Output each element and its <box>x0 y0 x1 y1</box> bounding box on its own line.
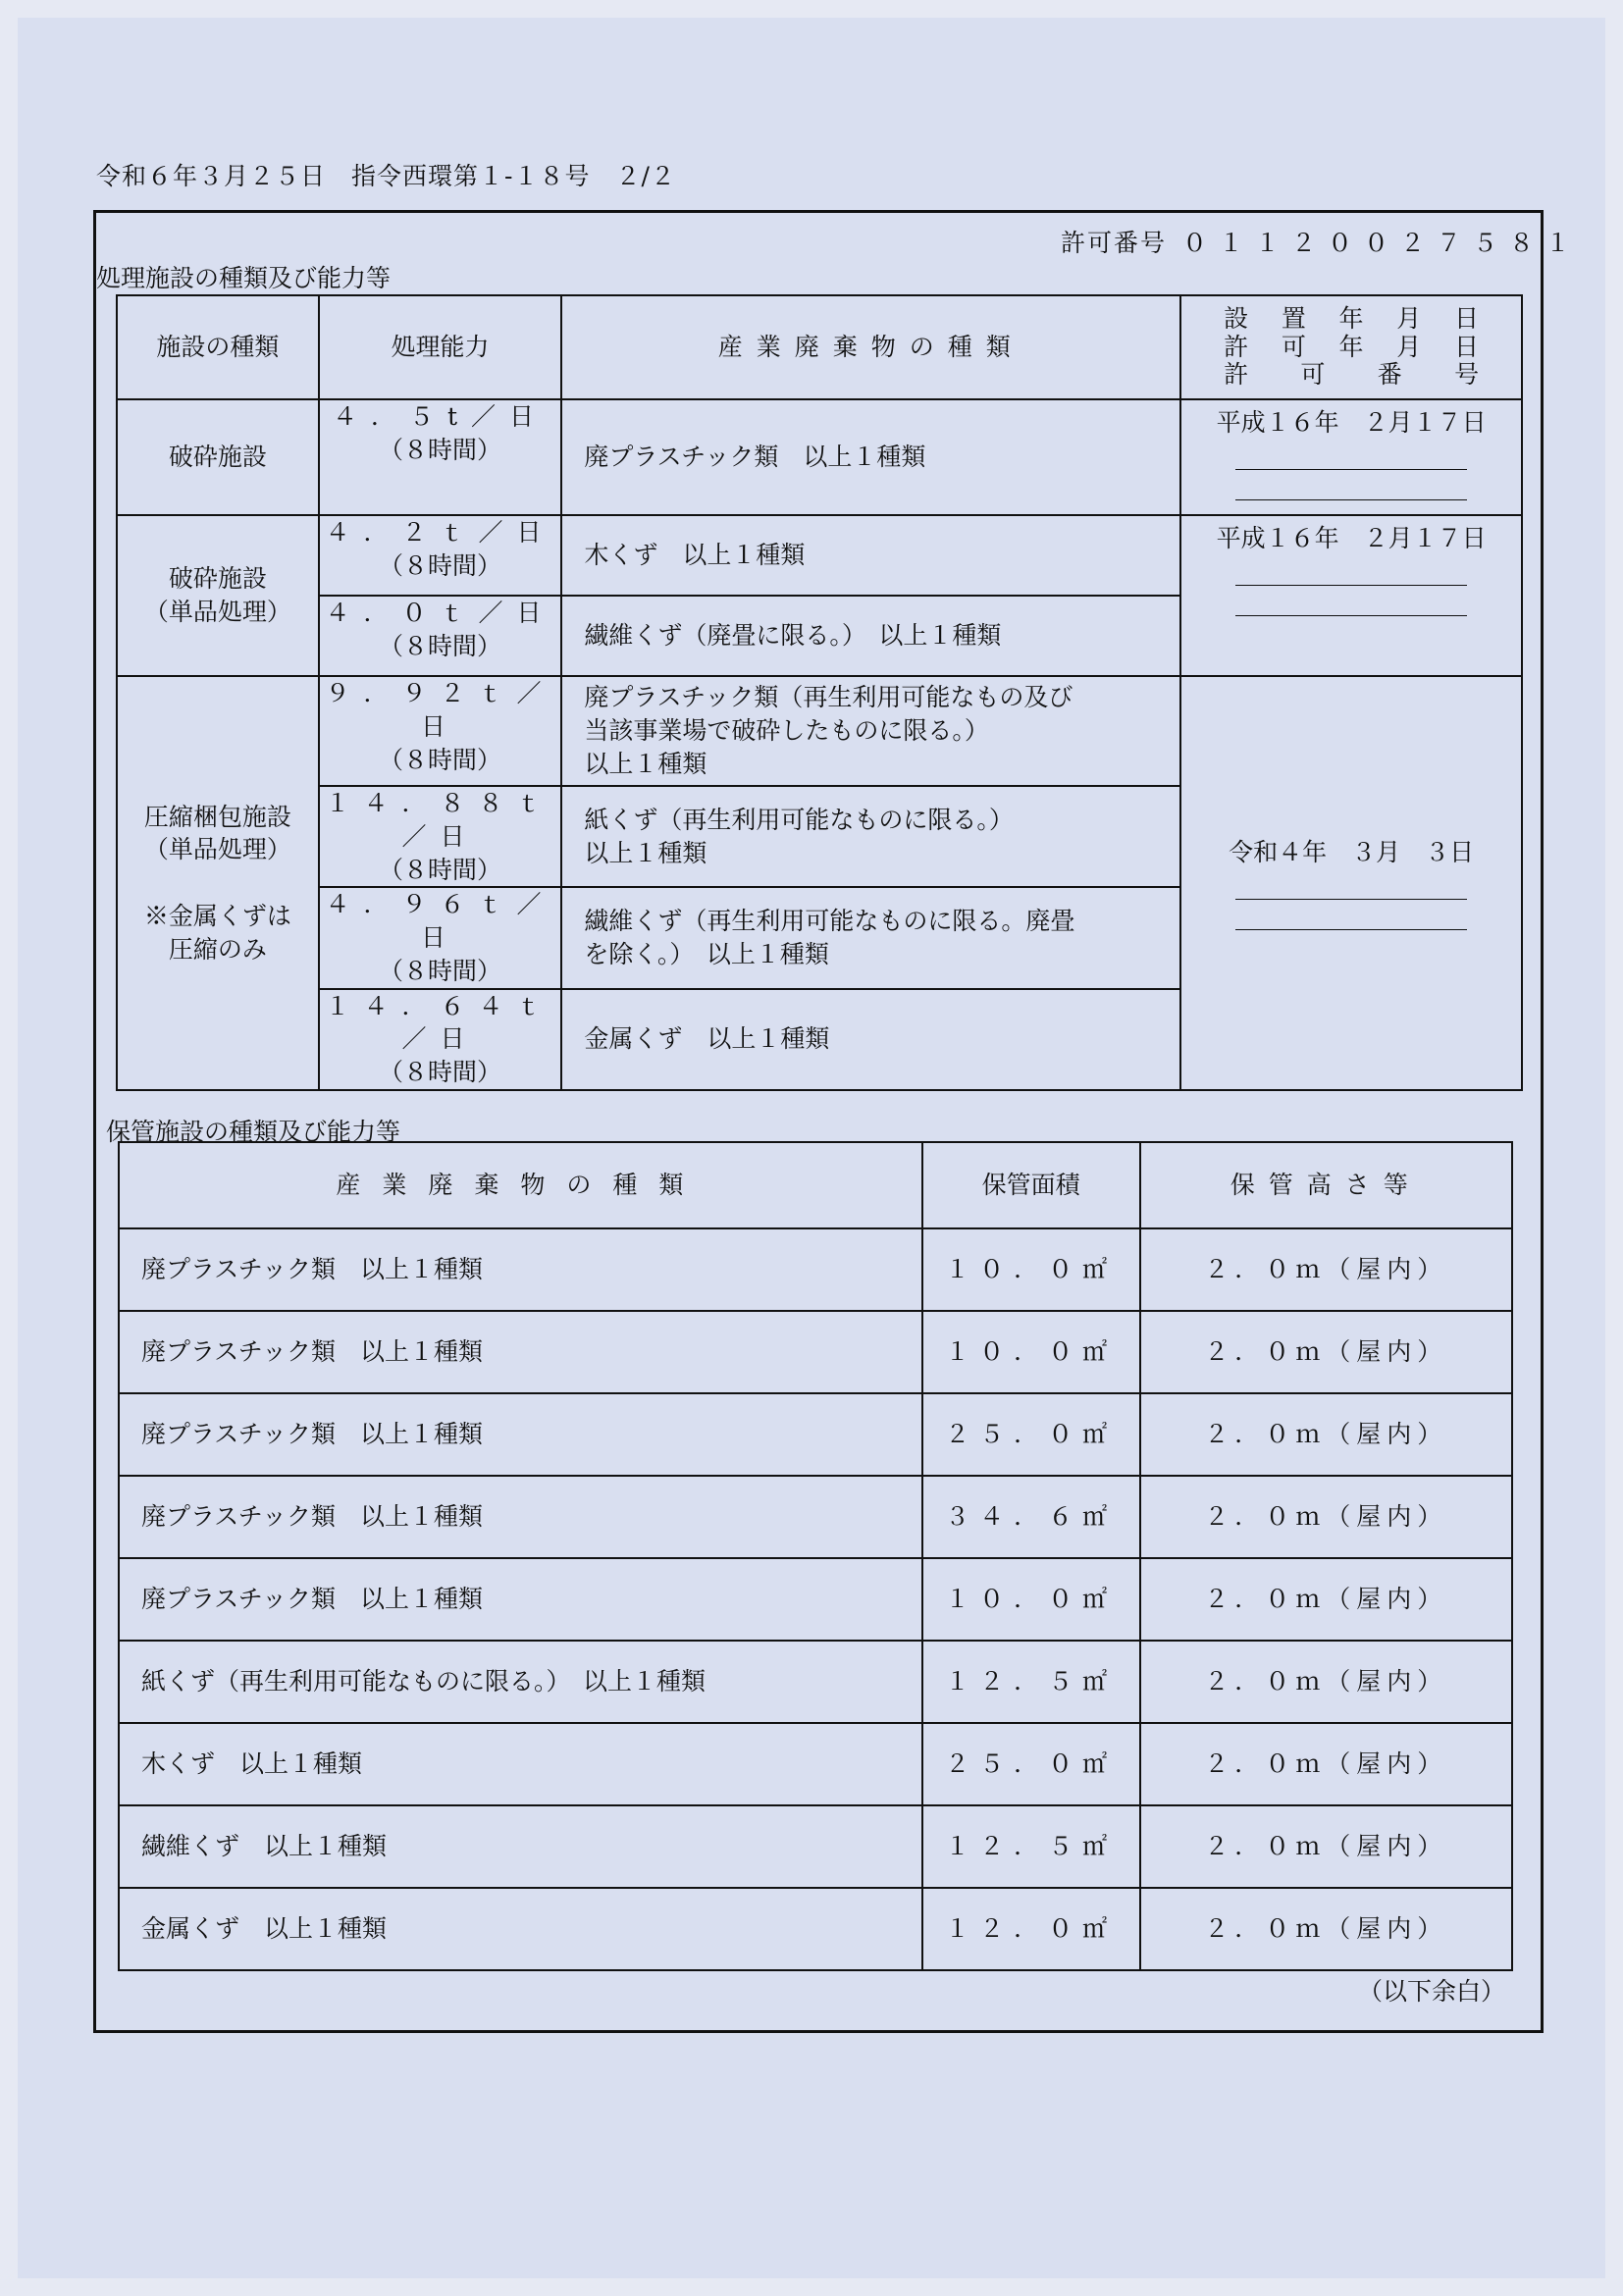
waste-type-cell: 木くず 以上１種類 <box>561 515 1180 596</box>
table-row <box>119 1805 1512 1888</box>
facility-type-cell: 破砕施設 （単品処理） <box>117 515 319 676</box>
table-row <box>117 399 1522 515</box>
header-date-line-1: 設 置 年 月 日 <box>1224 303 1480 333</box>
date-text: 平成１６年 ２月１７日 <box>1216 524 1487 552</box>
waste-type-cell: 廃プラスチック類（再生利用可能なもの及び 当該事業場で破砕したものに限る。） 以上１種類 <box>561 676 1180 786</box>
storage-height-cell: ２．０ｍ（屋内） <box>1140 1476 1512 1558</box>
date-text: 令和４年 ３月 ３日 <box>1229 838 1475 866</box>
section2-caption: 保管施設の種類及び能力等 <box>106 1118 401 1146</box>
capacity-cell: １４．６４ｔ／日 （８時間） <box>319 989 562 1090</box>
table-row <box>119 1641 1512 1723</box>
blank-line <box>1235 478 1467 500</box>
storage-height-cell: ２．０ｍ（屋内） <box>1140 1311 1512 1393</box>
table-row <box>117 676 1522 786</box>
facility-type-cell: 破砕施設 <box>117 399 319 515</box>
waste-type-cell: 金属くず 以上１種類 <box>119 1888 922 1970</box>
storage-area-cell: １２．５㎡ <box>922 1641 1140 1723</box>
waste-type-cell: 繊維くず（廃畳に限る。） 以上１種類 <box>561 596 1180 676</box>
table-row <box>119 1476 1512 1558</box>
header-waste: 産業廃棄物の種類 <box>561 295 1180 399</box>
waste-type-cell: 廃プラスチック類 以上１種類 <box>119 1228 922 1311</box>
treatment-facility-table <box>116 294 1523 1091</box>
header-date-line-3: 許 可 番 号 <box>1224 360 1480 390</box>
storage-height-cell: ２．０ｍ（屋内） <box>1140 1641 1512 1723</box>
waste-type-cell: 紙くず（再生利用可能なものに限る。） 以上１種類 <box>119 1641 922 1723</box>
storage-area-cell: １０．０㎡ <box>922 1311 1140 1393</box>
capacity-cell: １４．８８ｔ／日 （８時間） <box>319 786 562 887</box>
capacity-cell: ４．５t／日 （８時間） <box>319 399 562 515</box>
waste-type-cell: 廃プラスチック類 以上１種類 <box>119 1558 922 1641</box>
permit-number-value: ０１１２００２７５８１ <box>1181 229 1582 257</box>
table-header-row <box>117 295 1522 399</box>
waste-type-cell: 廃プラスチック類 以上１種類 <box>119 1393 922 1476</box>
storage-area-cell: ２５．０㎡ <box>922 1393 1140 1476</box>
table-row <box>119 1888 1512 1970</box>
storage-area-cell: １２．５㎡ <box>922 1805 1140 1888</box>
storage-height-cell: ２．０ｍ（屋内） <box>1140 1723 1512 1805</box>
storage-area-cell: １０．０㎡ <box>922 1228 1140 1311</box>
blank-line <box>1235 908 1467 930</box>
storage-area-cell: ２５．０㎡ <box>922 1723 1140 1805</box>
table-row <box>119 1558 1512 1641</box>
date-cell <box>1180 515 1522 676</box>
remark-text: （以下余白） <box>1357 1977 1505 2006</box>
storage-area-cell: １２．０㎡ <box>922 1888 1140 1970</box>
waste-type-cell: 廃プラスチック類 以上１種類 <box>119 1476 922 1558</box>
storage-facility-table <box>118 1141 1513 1971</box>
document-header: 令和６年３月２５日 指令西環第１-１８号 ２/２ <box>96 162 676 190</box>
date-cell <box>1180 676 1522 1090</box>
header-area: 保管面積 <box>922 1142 1140 1228</box>
header-facility: 施設の種類 <box>117 295 319 399</box>
waste-type-cell: 繊維くず 以上１種類 <box>119 1805 922 1888</box>
capacity-cell: ４．０ｔ／日 （８時間） <box>319 596 562 676</box>
header-date-line-2: 許 可 年 月 日 <box>1224 332 1480 361</box>
waste-type-cell: 紙くず（再生利用可能なものに限る。） 以上１種類 <box>561 786 1180 887</box>
facility-type-cell: 圧縮梱包施設 （単品処理） ※金属くずは 圧縮のみ <box>117 676 319 1090</box>
header-height: 保管高さ等 <box>1140 1142 1512 1228</box>
table-header-row <box>119 1142 1512 1228</box>
permit-label: 許可番号 <box>1060 229 1167 257</box>
date-cell <box>1180 399 1522 515</box>
table-row <box>119 1723 1512 1805</box>
storage-height-cell: ２．０ｍ（屋内） <box>1140 1393 1512 1476</box>
section1-caption: 処理施設の種類及び能力等 <box>96 264 392 292</box>
storage-height-cell: ２．０ｍ（屋内） <box>1140 1558 1512 1641</box>
waste-type-cell: 木くず 以上１種類 <box>119 1723 922 1805</box>
blank-line <box>1235 447 1467 470</box>
blank-line <box>1235 563 1467 586</box>
waste-type-cell: 廃プラスチック類 以上１種類 <box>561 399 1180 515</box>
header-dates <box>1180 295 1522 399</box>
blank-line <box>1235 594 1467 616</box>
storage-height-cell: ２．０ｍ（屋内） <box>1140 1805 1512 1888</box>
table-row <box>119 1228 1512 1311</box>
storage-area-cell: １０．０㎡ <box>922 1558 1140 1641</box>
storage-height-cell: ２．０ｍ（屋内） <box>1140 1888 1512 1970</box>
table-row <box>117 515 1522 596</box>
blank-line <box>1235 877 1467 900</box>
capacity-cell: ４．２ｔ／日 （８時間） <box>319 515 562 596</box>
table-row <box>119 1393 1512 1476</box>
capacity-cell: ９．９２ｔ／日 （８時間） <box>319 676 562 786</box>
table-row <box>119 1311 1512 1393</box>
storage-height-cell: ２．０ｍ（屋内） <box>1140 1228 1512 1311</box>
capacity-cell: ４．９６ｔ／日 （８時間） <box>319 887 562 988</box>
waste-type-cell: 繊維くず（再生利用可能なものに限る。廃畳 を除く。） 以上１種類 <box>561 887 1180 988</box>
waste-type-cell: 金属くず 以上１種類 <box>561 989 1180 1090</box>
header-waste: 産業廃棄物の種類 <box>119 1142 922 1228</box>
header-capacity: 処理能力 <box>319 295 562 399</box>
storage-area-cell: ３４．６㎡ <box>922 1476 1140 1558</box>
permit-number <box>1061 224 1582 259</box>
date-text: 平成１６年 ２月１７日 <box>1216 408 1487 437</box>
waste-type-cell: 廃プラスチック類 以上１種類 <box>119 1311 922 1393</box>
